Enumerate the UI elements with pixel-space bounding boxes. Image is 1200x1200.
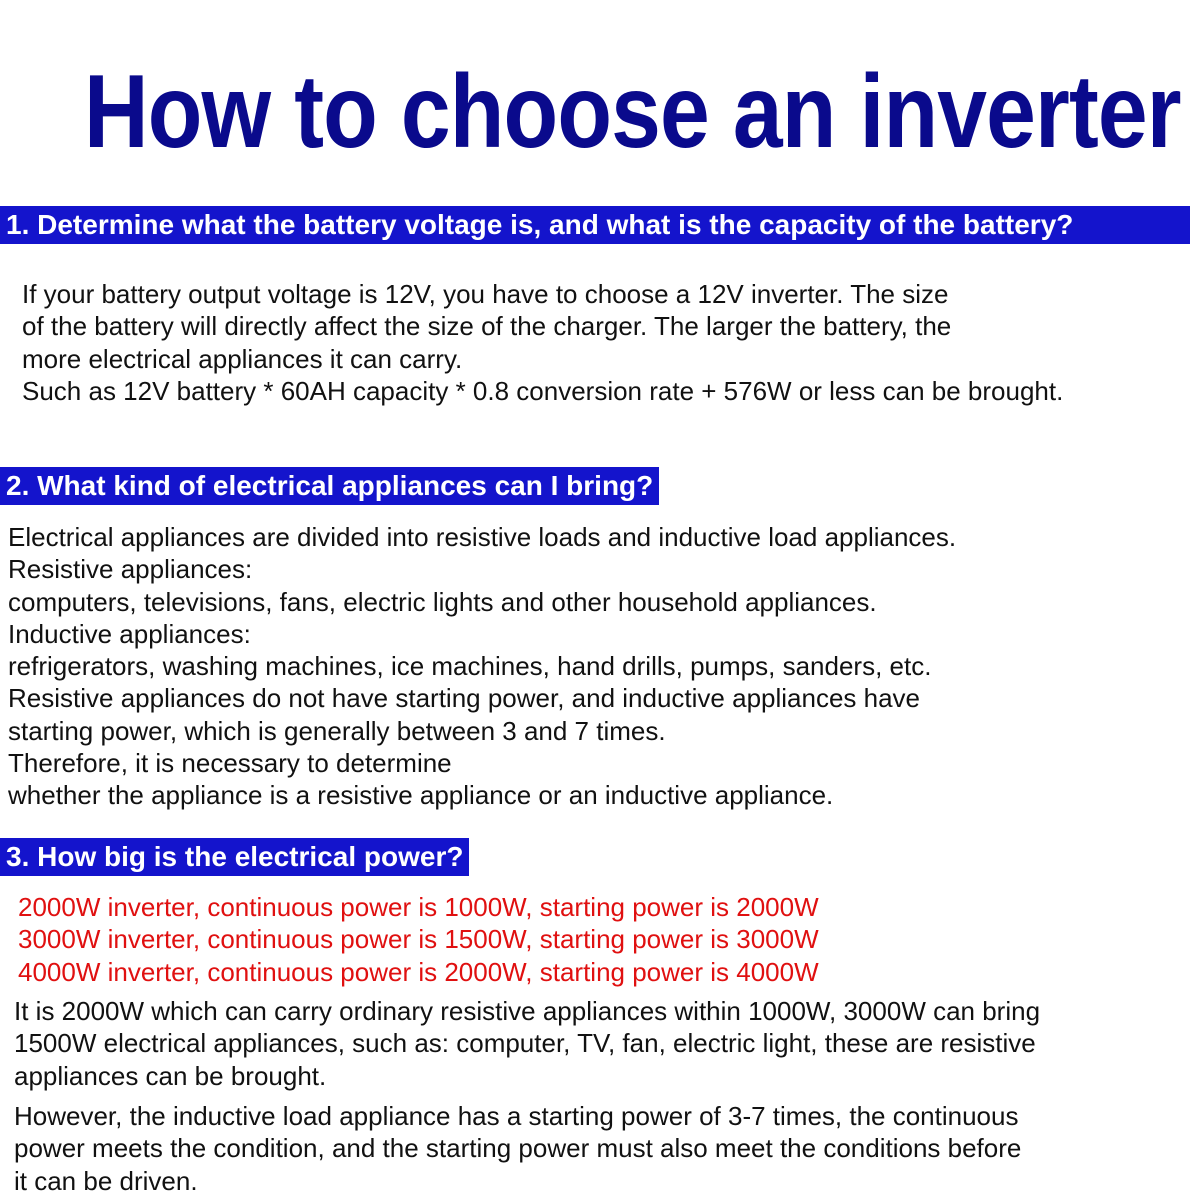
section-appliances-text [8,521,956,812]
text-line: Resistive appliances: [8,554,253,585]
text-line: Such as 12V battery * 60AH capacity * 0.8 conversion rate + 576W or less can be brought. [22,375,1064,406]
text-line: refrigerators, washing machines, ice machines, hand drills, pumps, sanders, etc. [8,651,932,682]
power-rating-line: 2000W inverter, continuous power is 1000W, starting power is 2000W [18,892,819,922]
page-title: How to choose an inverter [84,54,1181,170]
power-ratings-list [18,891,819,988]
text-line: Therefore, it is necessary to determine [8,748,452,779]
text-line: 1500W electrical appliances, such as: computer, TV, fan, electric light, these are resistive [14,1028,1036,1059]
power-rating-line: 3000W inverter, continuous power is 1500W, starting power is 3000W [18,924,819,955]
text-line: However, the inductive load appliance has a starting power of 3-7 times, the continuous [14,1101,1019,1131]
text-line: it can be driven. [14,1165,198,1196]
text-line: appliances can be brought. [14,1060,327,1091]
section-heading-appliances: 2. What kind of electrical appliances can I bring? [0,467,659,505]
text-line: Resistive appliances do not have starting power, and inductive appliances have [8,683,921,714]
section-power-paragraph-1 [14,995,1040,1092]
section-heading-power: 3. How big is the electrical power? [0,838,469,876]
section-battery-text [22,278,1063,407]
text-line: Inductive appliances: [8,618,251,649]
text-line: whether the appliance is a resistive appliance or an inductive appliance. [8,780,834,811]
section-power-paragraph-2 [14,1100,1021,1197]
text-line: more electrical appliances it can carry. [22,343,463,374]
text-line: Electrical appliances are divided into resistive loads and inductive load appliances. [8,522,957,552]
power-rating-line: 4000W inverter, continuous power is 2000W, starting power is 4000W [18,956,819,987]
section-heading-battery: 1. Determine what the battery voltage is, and what is the capacity of the battery? [0,206,1190,244]
text-line: It is 2000W which can carry ordinary resistive appliances within 1000W, 3000W can bring [14,996,1041,1026]
text-line: If your battery output voltage is 12V, you have to choose a 12V inverter. The size [22,279,949,309]
text-line: starting power, which is generally between 3 and 7 times. [8,715,666,746]
text-line: computers, televisions, fans, electric lights and other household appliances. [8,586,877,617]
text-line: of the battery will directly affect the size of the charger. The larger the battery, the [22,311,952,342]
text-line: power meets the condition, and the starting power must also meet the conditions before [14,1133,1022,1164]
